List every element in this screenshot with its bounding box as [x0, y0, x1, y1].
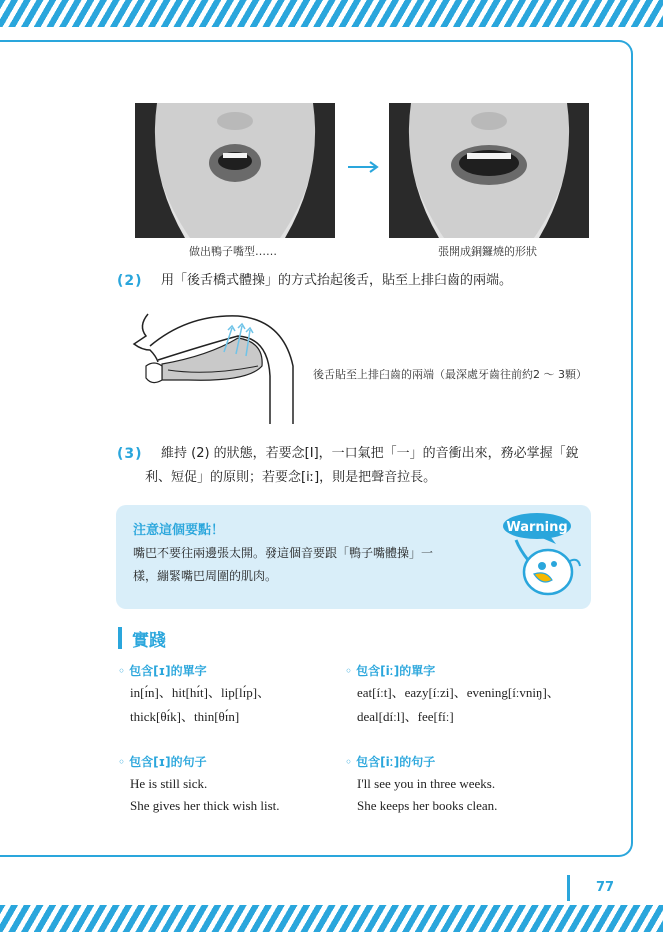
left-photo-caption: 做出鴨子嘴型…… — [189, 245, 277, 258]
step-2-number: (2) — [117, 273, 143, 289]
step-3-text-line1: 維持 (2) 的狀態，若要念[I]，一口氣把「一」的音衝出來，務必掌握「銳 — [161, 446, 579, 461]
bullet-dot: ◦ — [118, 755, 126, 769]
step-2-text: 用「後舌橋式體操」的方式抬起後舌，貼至上排臼齒的兩端。 — [161, 273, 513, 288]
arrow-right-icon — [346, 160, 380, 174]
step-3-number: (3) — [117, 446, 143, 462]
callout-title: 注意這個要點！ — [133, 523, 225, 538]
section-marker — [118, 627, 122, 649]
long-i-sentences-heading: ◦ 包含[iː]的句子 — [345, 755, 436, 769]
duck-mouth-photo — [135, 103, 335, 238]
long-i-words-heading: ◦ 包含[iː]的單字 — [345, 664, 436, 678]
short-i-sentences-heading: ◦ 包含[ɪ]的句子 — [118, 755, 207, 769]
open-mouth-photo — [389, 103, 589, 238]
callout-line-2: 樣，繃緊嘴巴周圍的肌肉。 — [133, 569, 278, 583]
right-photo-caption: 張開成銅鑼燒的形狀 — [438, 245, 537, 258]
top-stripe-band — [0, 0, 663, 27]
bullet-dot: ◦ — [345, 755, 353, 769]
bottom-stripe-band — [0, 905, 663, 932]
step-3-text-line2: 利、短促」的原則；若要念[iː]，則是把聲音拉長。 — [145, 470, 437, 485]
diagram-note: 後舌貼至上排臼齒的兩端（最深處牙齒往前約2 ～ 3顆） — [313, 368, 587, 381]
short-i-sentences: He is still sick. She gives her thick wish list. — [130, 776, 280, 813]
short-i-words-heading: ◦ 包含[ɪ]的單字 — [118, 664, 207, 678]
tongue-diagram — [128, 306, 308, 426]
callout-body — [133, 542, 488, 588]
mascot-warning-label: Warning — [506, 520, 568, 535]
callout-line-1: 嘴巴不要往兩邊張太開。發這個音要跟「鴨子嘴體操」一 — [133, 546, 434, 560]
bullet-dot: ◦ — [118, 664, 126, 678]
page-number-bar — [567, 875, 570, 901]
short-i-words: in[ɪ́n]、hit[hɪ́t]、lip[lɪ́p]、 thick[θɪ́k]、thin[θɪ́n] — [130, 685, 271, 724]
long-i-sentences: I'll see you in three weeks. She keeps her books clean. — [357, 776, 498, 813]
warning-bird-mascot-icon — [490, 510, 585, 602]
long-i-words: eat[íːt]、eazy[íːzi]、evening[íːvniŋ]、 deal[díːl]、fee[fíː] — [357, 685, 560, 724]
practice-title: 實踐 — [132, 631, 166, 651]
page-number: 77 — [596, 880, 615, 895]
bullet-dot: ◦ — [345, 664, 353, 678]
